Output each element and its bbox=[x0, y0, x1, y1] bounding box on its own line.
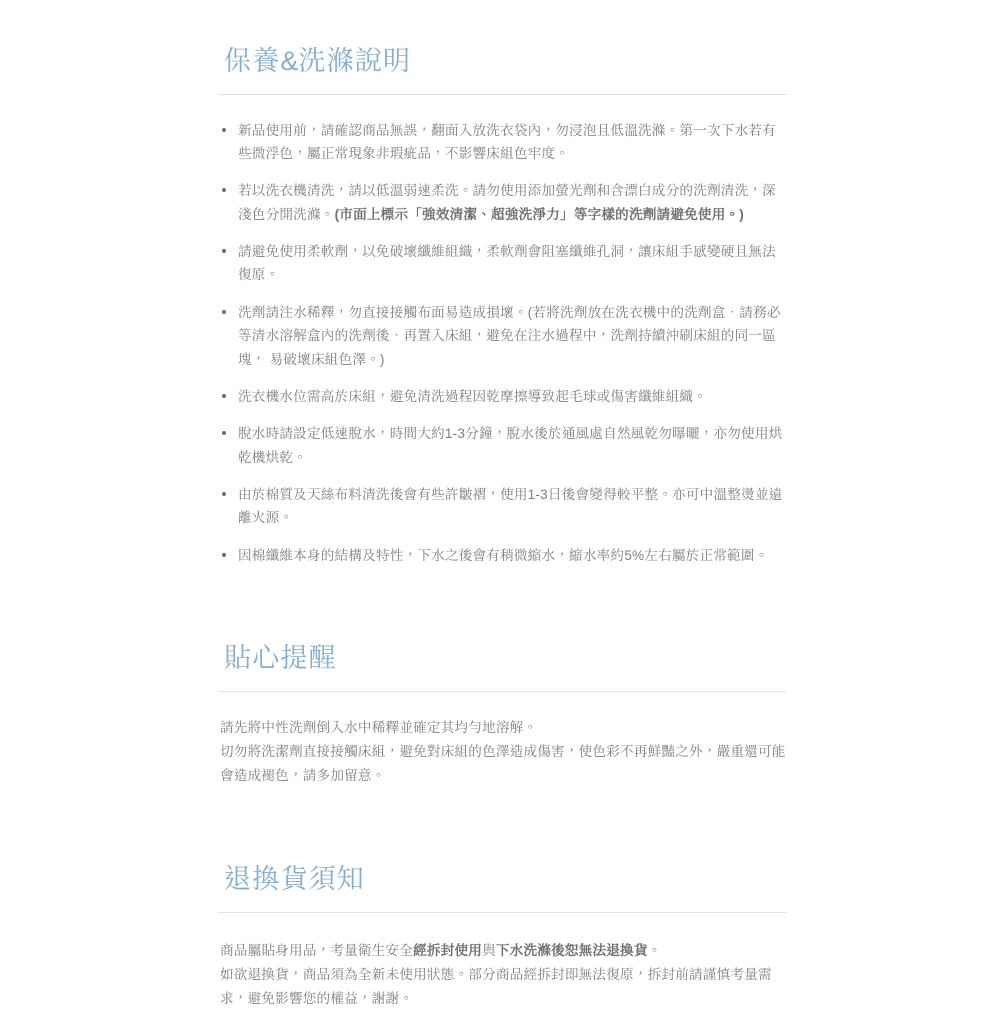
bullet-text: 洗衣機水位需高於床組，避免清洗過程因乾摩擦導致起毛球或傷害纖維組織。 bbox=[238, 388, 707, 404]
section-return-exchange bbox=[218, 862, 787, 1011]
section-title-part-after: 洗滌說明 bbox=[298, 46, 412, 76]
care-washing-bullet-list bbox=[218, 119, 787, 568]
paragraph-text-emphasis: 經拆封使用 bbox=[413, 942, 483, 958]
paragraph-text: 與 bbox=[482, 942, 496, 958]
list-item bbox=[218, 483, 787, 530]
section-title-kind-reminder: 貼心提醒 bbox=[224, 643, 337, 674]
content-column bbox=[218, 44, 787, 1011]
section-divider-kind-reminder bbox=[218, 691, 787, 692]
list-item bbox=[218, 240, 787, 287]
section-title-return-exchange: 退換貨須知 bbox=[224, 864, 365, 895]
bullet-text: 新品使用前，請確認商品無誤，翻面入放洗衣袋內，勿浸泡且低溫洗滌。第一次下水若有些微浮色，屬正常現象非瑕疵品，不影響床組色牢度。 bbox=[238, 122, 776, 161]
return-exchange-body bbox=[218, 939, 787, 1011]
list-item bbox=[218, 544, 787, 567]
paragraph-line: 如欲退換貨，商品須為全新未使用狀態。部分商品經拆封即無法復原，拆封前請謹慎考量需求，避免影響您的權益，謝謝。 bbox=[220, 967, 772, 1007]
bullet-text: 請避免使用柔軟劑，以免破壞纖維組織，柔軟劑會阻塞纖維孔洞，讓床組手感變硬且無法復原。 bbox=[238, 244, 776, 283]
list-item bbox=[218, 385, 787, 408]
paragraph-text: 商品屬貼身用品，考量衛生安全 bbox=[220, 942, 414, 958]
list-item bbox=[218, 179, 787, 226]
list-item bbox=[218, 301, 787, 371]
paragraph-line: 切勿將洗潔劑直接接觸床組，避免對床組的色澤造成傷害，使色彩不再鮮豔之外，嚴重還可能會造成褪色，請多加留意。 bbox=[220, 743, 786, 784]
section-divider-return-exchange bbox=[218, 912, 787, 913]
bullet-text: 由於棉質及天絲布料清洗後會有些許皺褶，使用1-3日後會變得較平整。亦可中溫整燙並遠離火源。 bbox=[238, 487, 783, 526]
paragraph-line bbox=[220, 939, 787, 963]
paragraph-line: 請先將中性洗劑倒入水中稀釋並確定其均勻地溶解。 bbox=[220, 719, 538, 735]
list-item bbox=[218, 119, 787, 166]
bullet-text-emphasis: (市面上標示「強效清潔、超強洗淨力」等字樣的洗劑請避免使用。) bbox=[334, 206, 745, 222]
paragraph-text-emphasis: 下水洗滌後恕無法退換貨 bbox=[495, 942, 648, 958]
section-divider-care-washing bbox=[218, 94, 787, 95]
kind-reminder-body bbox=[218, 716, 787, 789]
section-kind-reminder bbox=[218, 641, 787, 788]
section-care-washing bbox=[218, 44, 787, 567]
bullet-text: 脫水時請設定低速脫水，時間大約1-3分鐘，脫水後於通風處自然風乾勿曝曬，亦勿使用烘乾機烘乾。 bbox=[238, 426, 783, 465]
bullet-text: 洗劑請注水稀釋，勿直接接觸布面易造成損壞。(若將洗劑放在洗衣機中的洗劑盒．請務必等清水溶解盒內的洗劑後．再置入床組，避免在注水過程中，洗劑持續沖刷床組的同一區塊， 易破壞床組色澤。) bbox=[238, 304, 781, 367]
section-title-ampersand: & bbox=[280, 46, 299, 76]
bullet-text: 若以洗衣機清洗，請以低溫弱速柔洗。請勿使用添加螢光劑和含漂白成分的洗劑清洗，深淺色分開洗滌。 bbox=[238, 183, 776, 222]
paragraph-text: 。 bbox=[647, 942, 662, 958]
section-title-care-washing bbox=[224, 44, 787, 79]
bullet-text: 因棉纖維本身的結構及特性，下水之後會有稍微縮水，縮水率約5%左右屬於正常範圍。 bbox=[238, 547, 769, 563]
list-item bbox=[218, 422, 787, 469]
section-title-part-before: 保養 bbox=[224, 46, 281, 76]
